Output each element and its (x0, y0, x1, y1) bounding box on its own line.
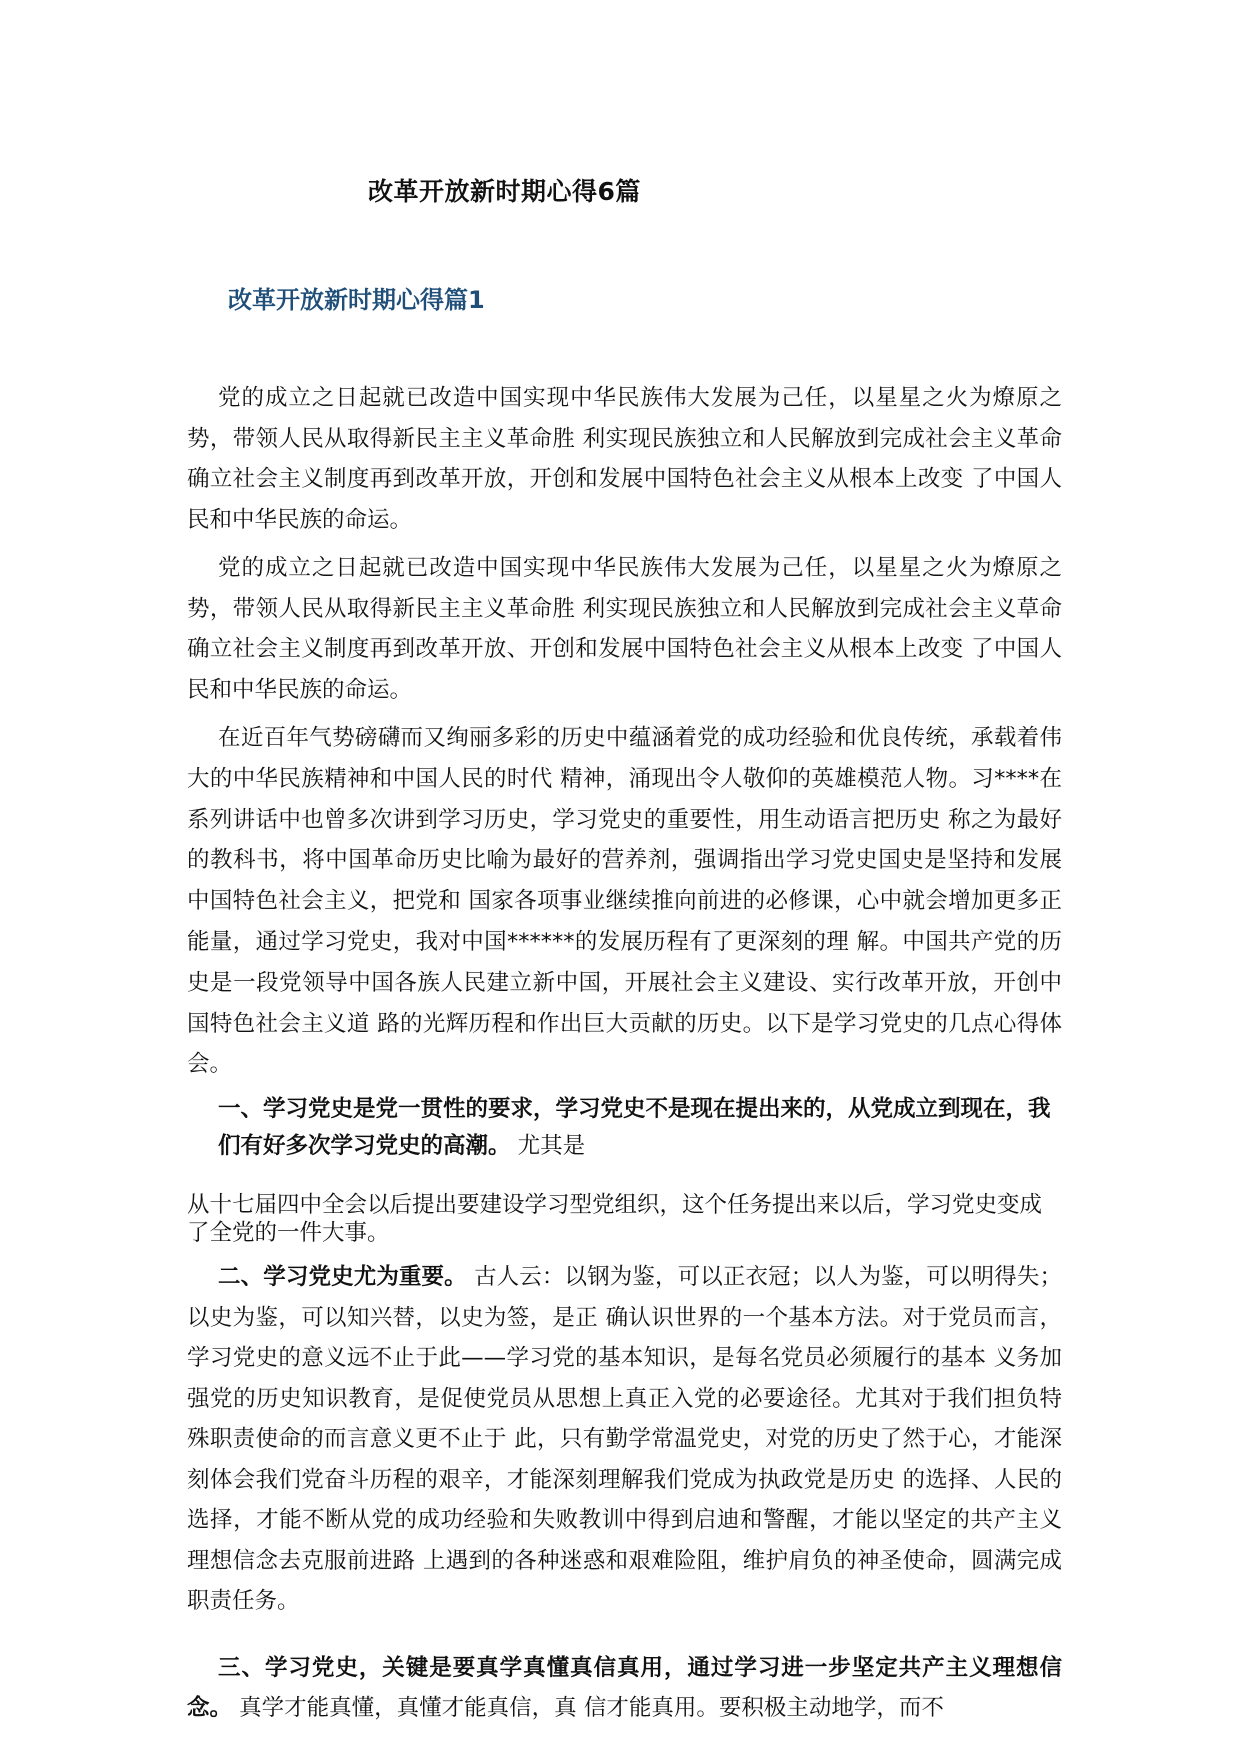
point-three (187, 1648, 1062, 1729)
point-one (187, 1091, 1062, 1165)
point-three-heading: 三、学习党史，关键是要真学真懂真信真用，通过学习进一步坚定共产主义理想信念。 (187, 1654, 1062, 1722)
document-body (187, 378, 1062, 1729)
point-one-text: 尤其是 (510, 1133, 586, 1160)
point-one-continued: 从十七届四中全会以后提出要建设学习型党组织，这个任务提出来以后，学习党史变成了全党的一件大事。 (187, 1192, 1043, 1247)
point-one-heading: 一、学习党史是党一贯性的要求，学习党史不是现在提出来的，从党成立到现在，我们有好多次学习党史的高潮。 (218, 1096, 1051, 1160)
point-three-text: 真学才能真懂，真懂才能真信，真 信才能真用。要积极主动地学，而不 (232, 1695, 944, 1722)
document-title: 改革开放新时期心得6篇 (368, 177, 641, 206)
paragraph: 党的成立之日起就已改造中国实现中华民族伟大发展为己任，以星星之火为燎原之势，带领人民从取得新民主主义革命胜 利实现民族独立和人民解放到完成社会主义草命确立社会主义制度再到改革开放、开创和发展中国特色社会主义从根本上改变 了中国人民和中华民族的命运。 (187, 555, 1062, 703)
section-heading: 改革开放新时期心得篇1 (228, 286, 485, 314)
paragraph: 党的成立之日起就已改造中国实现中华民族伟大发展为己任，以星星之火为燎原之势，带领人民从取得新民主主义革命胜 利实现民族独立和人民解放到完成社会主义革命确立社会主义制度再到改革开放，开创和发展中国特色社会主义从根本上改变 了中国人民和中华民族的命运。 (187, 385, 1062, 533)
point-two (187, 1257, 1062, 1622)
point-two-heading: 二、学习党史尤为重要。 (218, 1264, 467, 1291)
point-two-text: 古人云：以钢为鉴，可以正衣冠；以人为鉴，可以明得失；以史为鉴，可以知兴替，以史为签，是正 确认识世界的一个基本方法。对于党员而言，学习党史的意义远不止于此——学习党的基本知识，是每名党员必须履行的基本 义务加强党的历史知识教育，是促使党员从思想上真正入党的必要途径。尤其对于我们担负特殊职责使命的而言意义更不止于 此，只有勤学常温党史，对党的历史了然于心，才能深刻体会我们党奋斗历程的艰辛，才能深刻理解我们党成为执政党是历史 的选择、人民的选择，才能不断从党的成功经验和失败教训中得到启迪和警醒，才能以坚定的共产主义理想信念去克服前进路 上遇到的各种迷惑和艰难险阻，维护肩负的神圣使命，圆满完成职责任务。 (187, 1264, 1062, 1615)
paragraph: 在近百年气势磅礴而又绚丽多彩的历史中蕴涵着党的成功经验和优良传统，承载着伟大的中华民族精神和中国人民的时代 精神，涌现出令人敬仰的英雄模范人物。习****在系列讲话中也曾多次讲到学习历史，学习党史的重要性，用生动语言把历史 称之为最好的教科书，将中国革命历史比喻为最好的营养剂，强调指出学习党史国史是坚持和发展中国特色社会主义，把党和 国家各项事业继续推向前进的必修课，心中就会增加更多正能量，通过学习党史，我对中国******的发展历程有了更深刻的理 解。中国共产党的历史是一段党领导中国各族人民建立新中国，开展社会主义建设、实行改革开放，开创中国特色社会主义道 路的光辉历程和作出巨大贡献的历史。以下是学习党史的几点心得体会。 (187, 725, 1062, 1078)
